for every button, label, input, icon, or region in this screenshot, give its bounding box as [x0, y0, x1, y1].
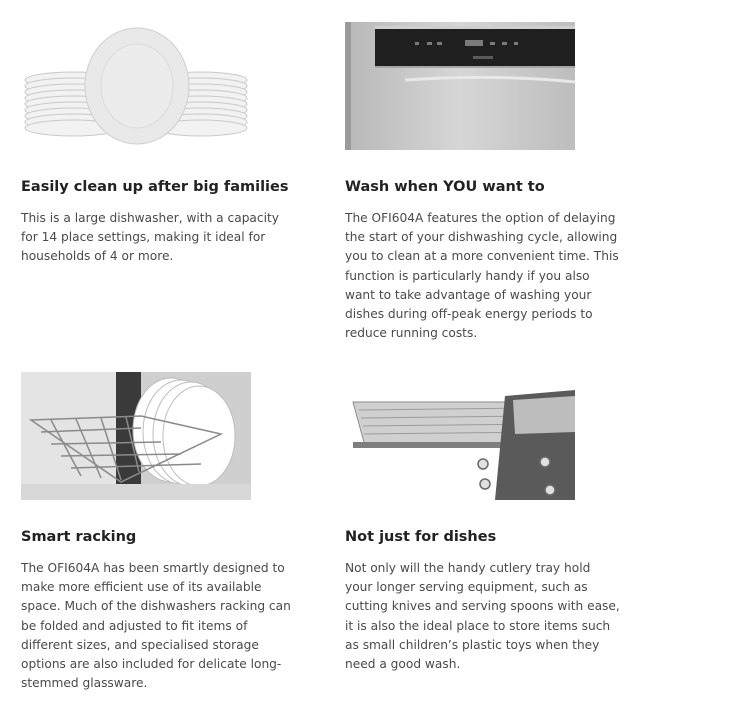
feature-title: Smart racking	[21, 529, 137, 545]
feature-description: The OFI604A features the option of delaying the start of your dishwashing cycle, allowing you to clean at a more convenient time. This function is particularly handy if you also want to take advantage of washing your dishes during off-peak energy periods to reduce running costs.	[345, 211, 619, 341]
feature-description: The OFI604A has been smartly designed to make more efficient use of its available space. Much of the dishwashers racking can be folded and adjusted to fit items of different sizes, and specialised storage options are also included for delicate long-stemmed glassware.	[21, 561, 291, 691]
cutlery-tray-illustration	[345, 372, 575, 500]
control-panel-image	[345, 22, 575, 150]
feature-title: Wash when YOU want to	[345, 179, 545, 195]
feature-title: Easily clean up after big families	[21, 179, 289, 195]
plates-image	[21, 22, 251, 150]
cutlery-tray-image	[345, 372, 575, 500]
feature-description: Not only will the handy cutlery tray hold your longer serving equipment, such as cutting knives and serving spoons with ease, it is also the ideal place to store items such as small children’s plastic toys when they need a good wash.	[345, 561, 620, 672]
rack-image	[21, 372, 251, 500]
control-panel-illustration	[345, 22, 575, 150]
feature-title: Not just for dishes	[345, 529, 497, 545]
rack-illustration	[21, 372, 251, 500]
feature-card-capacity	[21, 22, 303, 267]
feature-card-cutlery-tray	[345, 372, 627, 674]
feature-description: This is a large dishwasher, with a capacity for 14 place settings, making it ideal for households of 4 or more.	[21, 211, 279, 264]
feature-card-smart-racking	[21, 372, 303, 693]
feature-card-delay-start	[345, 22, 627, 343]
plates-illustration	[21, 22, 251, 150]
